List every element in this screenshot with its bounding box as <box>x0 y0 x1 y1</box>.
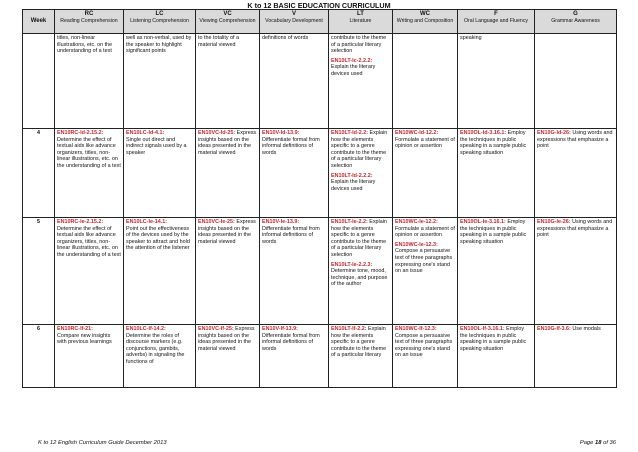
competency-cell <box>458 129 535 218</box>
competency-cell <box>196 325 260 388</box>
competency-code: EN10V-Ie-13.9: <box>262 219 300 225</box>
competency-cell <box>55 34 124 129</box>
competency-text: Compose a persuasive text of three paragraphs expressing one's stand on an issue <box>395 248 453 275</box>
column-header-rc: RC Reading Comprehension <box>55 10 124 34</box>
competency-text: Differentiate formal from informal definitions of words <box>262 225 320 245</box>
competency-cell <box>260 129 329 218</box>
competency-text: Use modals <box>572 326 601 332</box>
competency-cell <box>329 325 393 388</box>
competency-cell <box>260 218 329 325</box>
competency-code: EN10LC-Ie-14.1: <box>126 219 168 225</box>
week-number: 4 <box>23 129 55 218</box>
competency-text: Employ the techniques in public speaking in a sample public speaking situation <box>460 219 527 245</box>
competency-text: Point out the effectiveness of the devices used by the speaker to attract and hold the attention of the listener <box>126 225 190 252</box>
competency-code: EN10G-If-3.6: <box>537 326 571 332</box>
competency-cell <box>196 218 260 325</box>
competency-code: EN10RC-If-21: <box>57 326 93 332</box>
column-header-f: F Oral Language and Fluency <box>458 10 535 34</box>
competency-code: EN10WC-If-12.3: <box>395 326 437 332</box>
competency-text: Compose a persuasive text of three paragraphs expressing one's stand on an issue <box>395 332 453 359</box>
competency-cell <box>458 325 535 388</box>
competency-text: to the totality of a material viewed <box>198 35 240 48</box>
competency-text: Determine the effect of textual aids like advance organizers, titles, non-linear illustrations, etc. on the understanding of a text <box>57 225 121 258</box>
competency-code: EN10VC-Ie-25: <box>198 219 235 225</box>
competency-cell <box>393 34 458 129</box>
competency-cell <box>458 34 535 129</box>
competency-cell <box>329 34 393 129</box>
competency-text: Differentiate formal from informal definitions of words <box>262 136 320 156</box>
competency-text: contribute to the theme of a particular literary selection <box>331 35 387 55</box>
competency-code: EN10V-If-13.9: <box>262 326 298 332</box>
competency-text: Formulate a statement of opinion or assertion <box>395 225 455 239</box>
competency-cell <box>329 129 393 218</box>
competency-cell <box>260 34 329 129</box>
competency-text: Compare new insights with previous learnings <box>57 332 112 346</box>
competency-code: EN10RC-Id-2.15.2: <box>57 130 104 136</box>
competency-cell <box>55 325 124 388</box>
competency-cell <box>124 129 196 218</box>
competency-text: Explain the literary devices used <box>331 64 376 77</box>
competency-cell <box>124 218 196 325</box>
competency-text: Single out direct and indirect signals used by a speaker <box>126 136 187 156</box>
competency-code: EN10LC-If-14.2: <box>126 326 166 332</box>
header-row <box>23 10 617 34</box>
table-row <box>23 218 617 325</box>
competency-text: Differentiate formal from informal definitions of words <box>262 332 320 352</box>
competency-text: Determine tone, mood, technique, and purpose of the author <box>331 268 388 288</box>
competency-cell <box>260 325 329 388</box>
competency-text: Determine the effect of textual aids like advance organizers, titles, non-linear illustrations, etc. on the understanding of a text <box>57 136 121 169</box>
column-header-wc: WC Writing and Composition <box>393 10 458 34</box>
competency-text: Express insights based on the ideas presented in the material viewed <box>198 326 255 352</box>
competency-cell <box>196 129 260 218</box>
competency-code: EN10LT-Ie-2.2: <box>331 219 368 225</box>
competency-text: Using words and expressions that emphasize a point <box>537 219 613 239</box>
competency-code: EN10LT-If-2.2: <box>331 326 367 332</box>
competency-text: definitions of words <box>262 35 309 41</box>
competency-code: EN10WC-Ie-12.2: <box>395 219 438 225</box>
competency-code: EN10LT-Ic-2.2.2: <box>331 57 373 64</box>
column-header-lt: LT Literature <box>329 10 393 34</box>
table-row <box>23 325 617 388</box>
column-header-vc: VC Viewing Comprehension <box>196 10 260 34</box>
competency-code: EN10G-Ie-26: <box>537 219 571 225</box>
week-number <box>23 34 55 129</box>
week-column-header: Week <box>23 10 55 34</box>
competency-text: Explain how the elements specific to a genre contribute to the theme of a particular literary <box>331 326 387 359</box>
competency-cell <box>393 218 458 325</box>
competency-code: EN10LT-Id-2.2: <box>331 130 369 136</box>
week-number: 6 <box>23 325 55 388</box>
competency-code: EN10G-Id-26: <box>537 130 571 136</box>
competency-cell <box>458 218 535 325</box>
competency-text: Employ the techniques in public speaking in a sample public speaking situation <box>460 326 527 352</box>
competency-text: Employ the techniques in public speaking in a sample public speaking situation <box>460 130 527 156</box>
competency-cell <box>535 325 617 388</box>
competency-code: EN10VC-Id-25: <box>198 130 236 136</box>
competency-cell <box>55 129 124 218</box>
week-number: 5 <box>23 218 55 325</box>
competency-code: EN10LT-Ie-2.2.3: <box>331 261 373 268</box>
competency-cell <box>329 218 393 325</box>
page-title: K to 12 BASIC EDUCATION CURRICULUM <box>247 1 391 10</box>
competency-code: EN10WC-Ie-12.3: <box>395 241 438 248</box>
table-row <box>23 129 617 218</box>
footer-doc-title: K to 12 English Curriculum Guide December 2013 <box>38 440 167 446</box>
competency-cell <box>393 325 458 388</box>
competency-code: EN10OL-Id-3.16.1: <box>460 130 507 136</box>
competency-code: EN10OL-Ie-3.16.1: <box>460 219 506 225</box>
competency-cell <box>535 129 617 218</box>
competency-text: Using words and expressions that emphasize a point <box>537 130 613 150</box>
competency-code: EN10V-Id-13.9: <box>262 130 300 136</box>
competency-code: EN10RC-Ie-2.15.2: <box>57 219 104 225</box>
column-header-lc: LC Listening Comprehension <box>124 10 196 34</box>
curriculum-table <box>22 9 617 388</box>
competency-cell <box>196 34 260 129</box>
competency-code: EN10VC-If-25: <box>198 326 234 332</box>
competency-cell <box>393 129 458 218</box>
competency-text: Explain how the elements specific to a genre contribute to the theme of a particular literary selection <box>331 130 388 169</box>
competency-code: EN10OL-If-3.16.1: <box>460 326 505 332</box>
footer-page-number: Page 18 of 36 <box>579 440 616 446</box>
competency-text: Formulate a statement of opinion or assertion <box>395 136 455 150</box>
competency-cell <box>55 218 124 325</box>
competency-text: Express insights based on the ideas presented in the material viewed <box>198 219 256 245</box>
column-header-v: V Vocabulary Development <box>260 10 329 34</box>
competency-cell <box>124 325 196 388</box>
competency-text: Explain the literary devices used <box>331 179 376 192</box>
competency-text: Determine the roles of discourse markers (e.g. conjunctions, gambits, adverbs) in signaling the functions of <box>126 332 185 365</box>
competency-text: titles, non-linear illustrations, etc. on the understanding of a text <box>57 35 113 55</box>
competency-text: Explain how the elements specific to a genre contribute to the theme of a particular literary selection <box>331 219 387 258</box>
competency-text: speaking <box>460 35 482 41</box>
competency-text: Express insights based on the ideas presented in the material viewed <box>198 130 257 156</box>
competency-code: EN10LC-Id-4.1: <box>126 130 165 136</box>
competency-cell <box>124 34 196 129</box>
column-header-g: G Grammar Awareness <box>535 10 617 34</box>
competency-code: EN10LT-Id-2.2.2: <box>331 172 373 179</box>
competency-cell <box>535 34 617 129</box>
table-row <box>23 34 617 129</box>
table-body <box>23 34 617 388</box>
competency-text: well as non-verbal, used by the speaker to highlight significant points <box>126 35 192 55</box>
competency-cell <box>535 218 617 325</box>
competency-code: EN10WC-Id-12.2: <box>395 130 439 136</box>
